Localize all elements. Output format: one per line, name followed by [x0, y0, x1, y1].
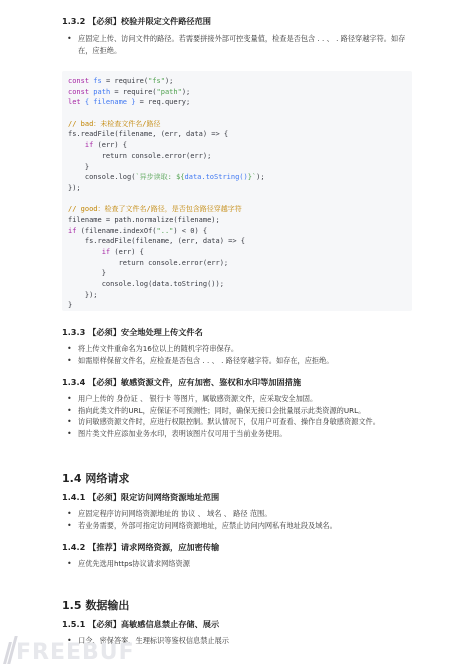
code-line: fs.readFile(filename, (err, data) => { [68, 130, 229, 139]
code-line: } [68, 162, 90, 171]
code-line: return console.error(err); [68, 151, 212, 160]
section-heading-1-3-2: 1.3.2 【必须】校验并限定文件路径范围 [62, 16, 211, 26]
list-item: • 应固定上传、访问文件的路径。若需要拼接外部可控变量值，检查是否包含 . . 、 . 路径穿越字符。如存在，应拒绝。 [66, 33, 416, 56]
list-item: • 图片类文件应添加业务水印，表明该图片仅可用于当前业务使用。 [66, 428, 426, 440]
section-heading-1-3-4: 1.3.4 【必须】敏感资源文件，应有加密、鉴权和水印等加固措施 [62, 377, 302, 387]
bullet-list-1-3-4 [66, 393, 426, 439]
list-item: • 指向此类文件的URL，应保证不可预测性；同时，确保无接口会批量展示此类资源的URL。 [66, 405, 426, 417]
list-item: • 如需原样保留文件名，应检查是否包含 . . 、 . 路径穿越字符。如存在，应拒绝。 [66, 355, 426, 367]
bullet-list-1-4-1 [66, 508, 426, 531]
code-line: }); [68, 290, 98, 299]
section-heading-1-4: 1.4 网络请求 [62, 472, 130, 485]
section-heading-1-5: 1.5 数据输出 [62, 599, 130, 612]
bullet-list-1-3-3 [66, 343, 426, 366]
code-line: const path = require("path"); [68, 87, 191, 96]
code-line: }); [68, 183, 81, 192]
code-comment: // good：检查了文件名/路径，是否包含路径穿越字符 [68, 205, 242, 214]
code-line: const fs = require("fs"); [68, 77, 174, 85]
code-line: filename = path.normalize(filename); [68, 215, 220, 224]
list-item: • 应固定程序访问网络资源地址的 协议 、 域名 、 路径 范围。 [66, 508, 426, 520]
list-item: • 将上传文件重命名为16位以上的随机字符串保存。 [66, 343, 426, 355]
code-line: let { filename } = req.query; [68, 98, 191, 107]
code-line: } [68, 269, 106, 278]
list-item: • 若业务需要，外部可指定访问网络资源地址，应禁止访问内网私有地址段及域名。 [66, 520, 426, 532]
bullet-list-1-4-2 [66, 558, 426, 570]
code-line: if (filename.indexOf("..") < 0) { [68, 226, 208, 235]
section-heading-1-4-1: 1.4.1 【必须】限定访问网络资源地址范围 [62, 492, 220, 502]
code-line: console.log(`异步读取: ${data.toString()}`); [68, 173, 265, 182]
section-heading-1-4-2: 1.4.2 【推荐】请求网络资源，应加密传输 [62, 542, 220, 552]
code-line: } [68, 301, 73, 310]
code-block [62, 71, 412, 311]
code-line: return console.error(err); [68, 258, 229, 267]
code-line: if (err) { [68, 141, 128, 150]
list-item: • 口令、密保答案、生理标识等鉴权信息禁止展示 [66, 635, 426, 647]
code-line: if (err) { [68, 248, 144, 256]
list-item: • 用户上传的 身份证 、 银行卡 等图片，属敏感资源文件，应采取安全加固。 [66, 393, 426, 405]
section-heading-1-5-1: 1.5.1 【必须】高敏感信息禁止存储、展示 [62, 619, 220, 629]
code-line: fs.readFile(filename, (err, data) => { [68, 237, 246, 246]
list-item: • 访问敏感资源文件时，应进行权限控制。默认情况下，仅用户可查看、操作自身敏感资源文件。 [66, 416, 426, 428]
list-item: • 应优先选用https协议请求网络资源 [66, 558, 426, 570]
code-line: console.log(data.toString()); [68, 280, 224, 289]
freebuf-watermark-logo [0, 620, 140, 668]
watermark-text: FREEBUF [16, 640, 135, 665]
bullet-list-1-3-2 [66, 33, 416, 56]
code-comment: // bad：未检查文件名/路径 [68, 119, 161, 128]
section-heading-1-3-3: 1.3.3 【必须】安全地处理上传文件名 [62, 327, 203, 337]
